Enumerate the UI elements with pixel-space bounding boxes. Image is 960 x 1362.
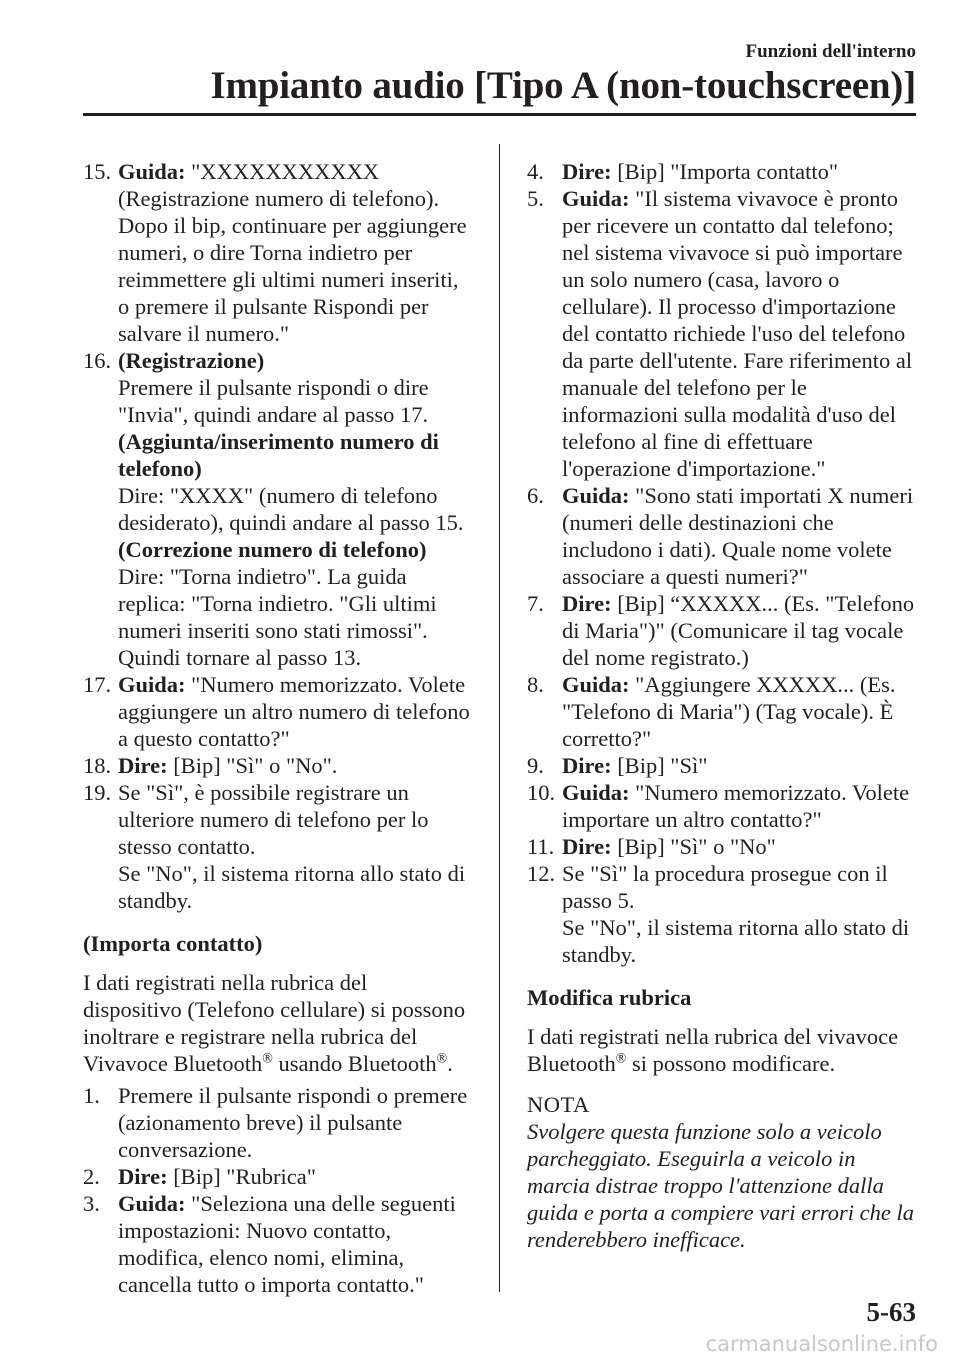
- step-number: 3.: [83, 1191, 100, 1216]
- step-text: aggiungere un altro numero di telefono: [118, 699, 470, 724]
- step-1: [83, 1082, 478, 1163]
- step-label: Dire:: [118, 753, 168, 778]
- step-text: (azionamento breve) il pulsante: [118, 1110, 403, 1135]
- step-text: salvare il numero.": [118, 321, 290, 346]
- step-3: [83, 1190, 478, 1298]
- step-number: 15.: [83, 159, 112, 184]
- watermark: carmanualsonline.info: [705, 1332, 938, 1356]
- step-label: Guida:: [562, 672, 630, 697]
- step-text: cellulare). Il processo d'importazione: [562, 294, 896, 319]
- step-text: a questo contatto?": [118, 726, 290, 751]
- step-number: 9.: [527, 753, 544, 778]
- step-number: 17.: [83, 672, 112, 697]
- step-text: manuale del telefono per le: [562, 375, 807, 400]
- step-12: [527, 860, 919, 968]
- step-text: di Maria")" (Comunicare il tag vocale: [562, 618, 904, 643]
- step-text: per ricevere un contatto dal telefono;: [562, 213, 894, 238]
- step-text: "XXXXXXXXXXX: [185, 159, 380, 184]
- step-text: ulteriore numero di telefono per lo: [118, 807, 429, 832]
- registered-mark: ®: [615, 1051, 627, 1067]
- edit-phonebook-paragraph: I dati registrati nella rubrica del vivavoce Bluetooth® si possono modificare.: [527, 1024, 899, 1076]
- step-number: 12.: [527, 861, 556, 886]
- step-number: 11.: [527, 834, 555, 859]
- import-contact-heading: (Importa contatto): [83, 931, 263, 956]
- step-text: cancella tutto o importa contatto.": [118, 1272, 424, 1297]
- right-column: [527, 158, 919, 1253]
- step-number: 19.: [83, 780, 112, 805]
- step-text: "Numero memorizzato. Volete: [185, 672, 466, 697]
- step-text: informazioni sulla modalità d'uso del: [562, 402, 896, 427]
- substep-heading: (Correzione numero di telefono): [118, 537, 427, 562]
- step-19: [83, 779, 478, 914]
- step-text: Se "Sì" la procedura prosegue con il: [562, 861, 888, 886]
- step-text: Dire: "Torna indietro". La guida: [118, 564, 407, 589]
- step-7: [527, 590, 919, 671]
- step-6: [527, 482, 919, 590]
- step-text: Premere il pulsante rispondi o premere: [118, 1083, 468, 1108]
- step-text: (numeri delle destinazioni che: [562, 510, 834, 535]
- step-10: [527, 779, 919, 833]
- step-text: del contatto richiede l'uso del telefono: [562, 321, 906, 346]
- step-text: importare un altro contatto?": [562, 807, 822, 832]
- column-divider: [499, 144, 500, 1292]
- step-9: [527, 752, 919, 779]
- substep-heading: (Aggiunta/inserimento numero di: [118, 429, 439, 454]
- step-text: corretto?": [562, 726, 652, 751]
- step-text: [Bip] "Sì": [611, 753, 708, 778]
- import-contact-paragraph: I dati registrati nella rubrica del dispositivo (Telefono cellulare) si possono inoltrare e registrare nella rubrica del Vivavoce Bluetooth® usando Bluetooth®.: [83, 970, 466, 1076]
- step-label: Dire:: [562, 591, 612, 616]
- step-text: un solo numero (casa, lavoro o: [562, 267, 840, 292]
- step-text: [Bip] “XXXXX... (Es. "Telefono: [611, 591, 915, 616]
- step-text: Se "No", il sistema ritorna allo stato di: [118, 861, 466, 886]
- step-text: includono i dati). Quale nome volete: [562, 537, 892, 562]
- step-text: Premere il pulsante rispondi o dire: [118, 375, 429, 400]
- step-text: standby.: [562, 942, 637, 967]
- step-text: conversazione.: [118, 1137, 253, 1162]
- step-text: numeri inseriti sono stati rimossi".: [118, 618, 428, 643]
- step-text: [Bip] "Sì" o "No".: [167, 753, 338, 778]
- step-text: [Bip] "Importa contatto": [611, 159, 839, 184]
- step-text: Se "Sì", è possibile registrare un: [118, 780, 409, 805]
- step-text: passo 5.: [562, 888, 635, 913]
- page-title: Impianto audio [Tipo A (non-touchscreen)]: [210, 64, 916, 107]
- step-text: associare a questi numeri?": [562, 564, 808, 589]
- step-text: Se "No", il sistema ritorna allo stato di: [562, 915, 910, 940]
- step-number: 2.: [83, 1164, 100, 1189]
- step-number: 8.: [527, 672, 544, 697]
- step-17: [83, 671, 478, 752]
- step-text: Dopo il bip, continuare per aggiungere: [118, 213, 467, 238]
- step-text: numeri, o dire Torna indietro per: [118, 240, 413, 265]
- step-text: "Aggiungere XXXXX... (Es.: [629, 672, 896, 697]
- step-text: [Bip] "Rubrica": [167, 1164, 316, 1189]
- step-label: Dire:: [118, 1164, 168, 1189]
- step-number: 16.: [83, 348, 112, 373]
- step-label: Guida:: [118, 159, 186, 184]
- step-text: "Invia", quindi andare al passo 17.: [118, 402, 429, 427]
- step-text: modifica, elenco nomi, elimina,: [118, 1245, 405, 1270]
- step-18: [83, 752, 478, 779]
- step-label: Dire:: [562, 834, 612, 859]
- step-text: "Sono stati importati X numeri: [629, 483, 914, 508]
- step-5: [527, 185, 919, 482]
- step-label: Guida:: [118, 672, 186, 697]
- step-number: 6.: [527, 483, 544, 508]
- step-number: 1.: [83, 1083, 100, 1108]
- left-column: [83, 158, 478, 1298]
- step-label: Guida:: [118, 1191, 186, 1216]
- step-label: Guida:: [562, 780, 630, 805]
- step-label: Guida:: [562, 186, 630, 211]
- edit-phonebook-heading: Modifica rubrica: [527, 985, 692, 1010]
- step-15: [83, 158, 478, 347]
- step-text: Quindi tornare al passo 13.: [118, 645, 362, 670]
- step-text: "Numero memorizzato. Volete: [629, 780, 910, 805]
- step-text: da parte dell'utente. Fare riferimento al: [562, 348, 913, 373]
- step-number: 5.: [527, 186, 544, 211]
- step-text: "Il sistema vivavoce è pronto: [629, 186, 899, 211]
- step-16: [83, 347, 478, 671]
- step-8: [527, 671, 919, 752]
- registered-mark: ®: [262, 1051, 273, 1067]
- step-text: l'operazione d'importazione.": [562, 456, 826, 481]
- note-text: Svolgere questa funzione solo a veicolo parcheggiato. Eseguirla a veicolo in marcia distrae troppo l'attenzione dalla guida e porta a compiere vari errori che la renderebbero inefficace.: [527, 1119, 915, 1252]
- step-text: "Telefono di Maria") (Tag vocale). È: [562, 699, 894, 724]
- step-number: 18.: [83, 753, 112, 778]
- step-text: [Bip] "Sì" o "No": [611, 834, 776, 859]
- step-label: Guida:: [562, 483, 630, 508]
- step-label: Dire:: [562, 159, 612, 184]
- step-text: nel sistema vivavoce si può importare: [562, 240, 903, 265]
- step-text: stesso contatto.: [118, 834, 256, 859]
- step-2: [83, 1163, 478, 1190]
- step-text: impostazioni: Nuovo contatto,: [118, 1218, 392, 1243]
- step-text: del nome registrato.): [562, 645, 749, 670]
- step-11: [527, 833, 919, 860]
- note-label: NOTA: [527, 1092, 590, 1117]
- step-4: [527, 158, 919, 185]
- step-text: "Seleziona una delle seguenti: [185, 1191, 456, 1216]
- step-label: Dire:: [562, 753, 612, 778]
- step-text: o premere il pulsante Rispondi per: [118, 294, 429, 319]
- step-text: (Registrazione numero di telefono).: [118, 186, 440, 211]
- substep-heading: telefono): [118, 456, 202, 481]
- section-title: Funzioni dell'interno: [745, 41, 916, 62]
- step-text: Dire: "XXXX" (numero di telefono: [118, 483, 438, 508]
- step-number: 10.: [527, 780, 556, 805]
- step-text: reimmettere gli ultimi numeri inseriti,: [118, 267, 459, 292]
- registered-mark: ®: [436, 1051, 448, 1067]
- header-divider: [83, 113, 916, 116]
- step-number: 4.: [527, 159, 544, 184]
- page-number: 5-63: [866, 1297, 916, 1327]
- step-text: telefono al fine di effettuare: [562, 429, 813, 454]
- step-text: replica: "Torna indietro. "Gli ultimi: [118, 591, 437, 616]
- substep-heading: (Registrazione): [118, 348, 265, 373]
- step-number: 7.: [527, 591, 544, 616]
- step-text: desiderato), quindi andare al passo 15.: [118, 510, 464, 535]
- step-text: standby.: [118, 888, 193, 913]
